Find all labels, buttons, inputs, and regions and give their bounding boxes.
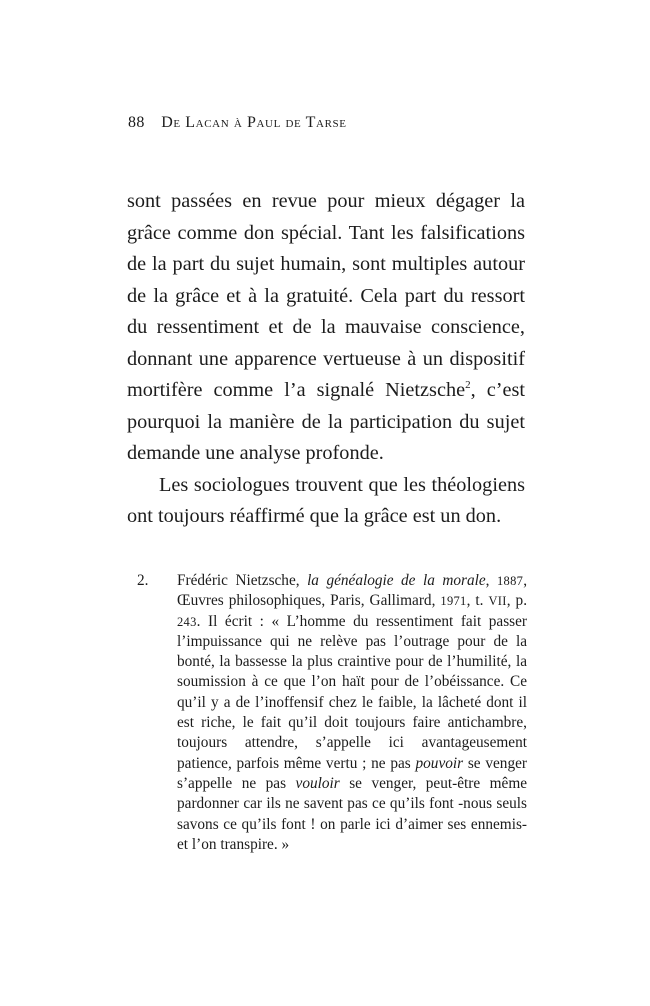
year: 1887 bbox=[496, 574, 524, 588]
running-title: De Lacan à Paul de Tarse bbox=[161, 114, 347, 131]
footnote-segment: se venger s’appelle ne pas bbox=[177, 754, 527, 792]
footnote-number: 2. bbox=[137, 572, 149, 589]
footnote-reference: 2 bbox=[465, 379, 471, 391]
footnote-text bbox=[177, 571, 527, 855]
page-reference: 243 bbox=[177, 614, 197, 629]
paragraph-text: , c’est pourquoi la manière de la participation du sujet demande une analyse profonde. bbox=[127, 379, 525, 464]
year: 1971 bbox=[440, 594, 467, 609]
emphasis: vouloir bbox=[295, 774, 340, 792]
volume-number: VII bbox=[488, 594, 507, 609]
footnote-segment: se venger, peut-être même pardonner car ils ne savent pas ce qu’ils font -nous seuls savons ce qu’ils font ! on parle ici d’aimer ses ennemis- et l’on transpire. » bbox=[177, 774, 528, 853]
footnote-segment: Frédéric Nietzsche, bbox=[177, 572, 308, 589]
footnote-segment: . Il écrit : « L’homme du ressentiment fait passer l’impuissance qui ne relève pas l’outrage pour de la bonté, la bassesse la plus craintive pour de l’humilité, la soumission à ce que l’on haït pour de l’obéissance. Ce qu’il y a de l’inoffensif chez le faible, la lâcheté dont il est riche, le fait qu’il doit toujours faire antichambre, toujours attendre, s’appelle ici avantageusement patience, parfois même vertu ; ne pas bbox=[177, 612, 527, 772]
paragraph bbox=[127, 186, 525, 470]
running-header bbox=[128, 114, 347, 132]
footnote bbox=[137, 571, 527, 855]
main-text bbox=[127, 186, 525, 533]
footnote-segment: , bbox=[485, 572, 497, 589]
footnote-segment: , p. bbox=[506, 592, 528, 610]
footnote-segment: , Œuvres philosophiques, Paris, Gallimard, bbox=[177, 572, 528, 610]
work-title: la généalogie de la morale bbox=[307, 572, 486, 589]
page-number: 88 bbox=[128, 114, 145, 131]
emphasis: pouvoir bbox=[415, 754, 464, 772]
paragraph-text: sont passées en revue pour mieux dégager la grâce comme don spécial. Tant les falsifications de la part du sujet humain, sont multiples autour de la grâce et à la gratuité. Cela part du ressort du ressentiment et de la mauvaise conscience, donnant une apparence vertueuse à un dispositif mortifère comme l’a signalé Nietzsche bbox=[127, 190, 525, 401]
footnote-segment: , t. bbox=[466, 592, 489, 610]
paragraph: Les sociologues trouvent que les théologiens ont toujours réaffirmé que la grâce est un don. bbox=[127, 473, 525, 527]
